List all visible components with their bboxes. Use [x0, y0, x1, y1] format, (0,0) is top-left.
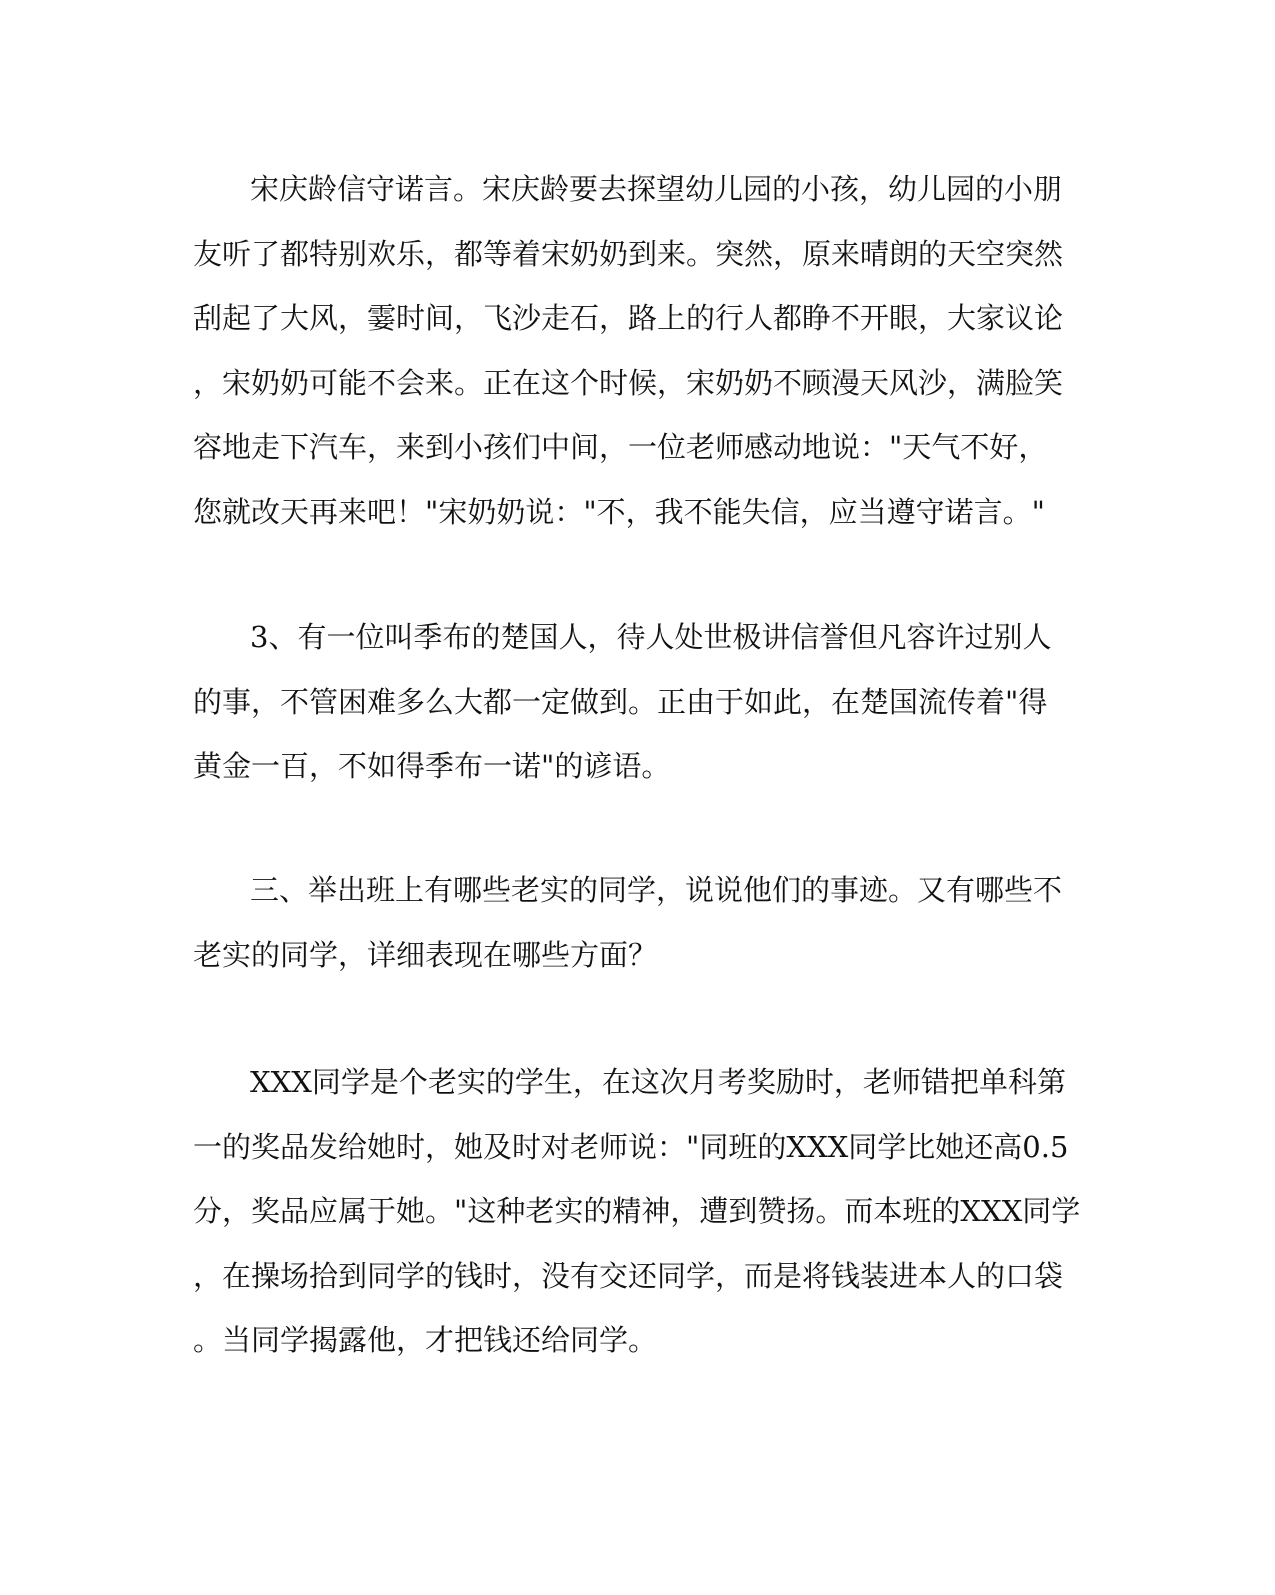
paragraph-line: 分，奖品应属于她。"这种老实的精神，遭到赞扬。而本班的XXX同学: [193, 1194, 1081, 1228]
paragraph-song-qingling: [193, 157, 1063, 544]
paragraph-line: 宋庆龄信守诺言。宋庆龄要去探望幼儿园的小孩，幼儿园的小朋: [250, 172, 1063, 206]
paragraph-line: 老实的同学，详细表现在哪些方面？: [193, 937, 658, 972]
paragraph-line: 友听了都特别欢乐，都等着宋奶奶到来。突然，原来晴朗的天空突然: [193, 236, 1064, 271]
paragraph-line: 的事，不管困难多么大都一定做到。正由于如此，在楚国流传着"得: [193, 684, 1048, 719]
paragraph-classmate-example: [193, 1050, 1081, 1373]
paragraph-line: 容地走下汽车，来到小孩们中间，一位老师感动地说："天气不好，: [193, 430, 1048, 464]
paragraph-line: ，宋奶奶可能不会来。正在这个时候，宋奶奶不顾漫天风沙，满脸笑: [193, 365, 1064, 400]
paragraph-line: 。当同学揭露他，才把钱还给同学。: [193, 1323, 658, 1357]
paragraph-line: ，在操场拾到同学的钱时，没有交还同学，而是将钱装进本人的口袋: [193, 1258, 1064, 1293]
paragraph-line: XXX同学是个老实的学生，在这次月考奖励时，老师错把单科第: [250, 1065, 1066, 1099]
paragraph-line: 刮起了大风，霎时间，飞沙走石，路上的行人都睁不开眼，大家议论: [193, 301, 1064, 335]
paragraph-line: 三、举出班上有哪些老实的同学，说说他们的事迹。又有哪些不: [250, 873, 1063, 907]
paragraph-line: 您就改天再来吧！"宋奶奶说："不，我不能失信，应当遵守诺言。": [193, 494, 1046, 529]
paragraph-line: 黄金一百，不如得季布一诺"的谚语。: [193, 749, 671, 783]
paragraph-ji-bu: [193, 605, 1063, 799]
paragraph-line: 一的奖品发给她时，她及时对老师说："同班的XXX同学比她还高0.5: [193, 1129, 1069, 1164]
paragraph-line: 3、有一位叫季布的楚国人，待人处世极讲信誉但凡容许过别人: [250, 620, 1052, 654]
paragraph-section-three: [193, 858, 1063, 987]
